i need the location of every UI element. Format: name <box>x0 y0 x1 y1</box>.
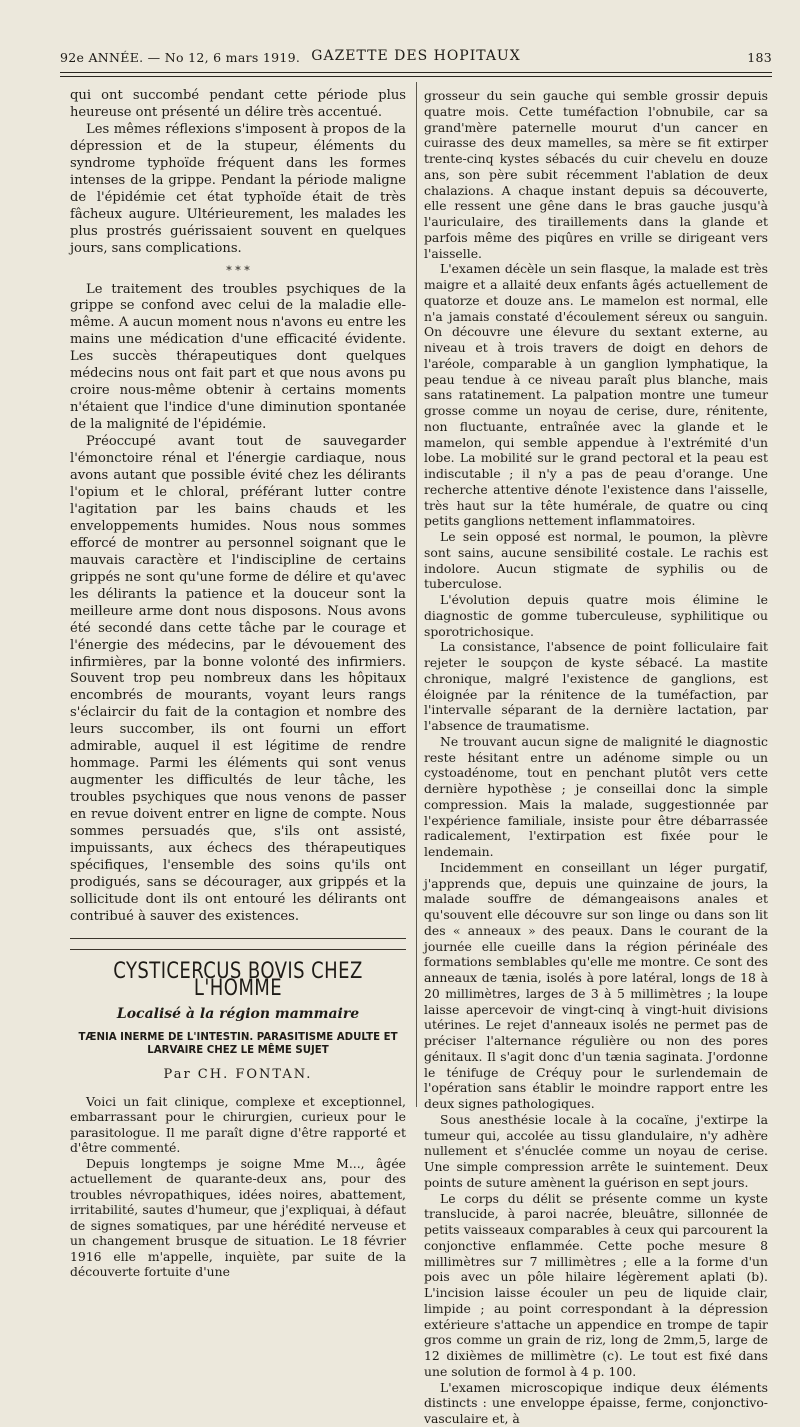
left-column <box>70 88 406 1280</box>
paragraph: La consistance, l'absence de point folliculaire fait rejeter le soupçon de kyste sébacé. La mastite chronique, malgré l'existence de ganglions, est éloignée par la rénitence de la tuméfaction, par l'intervalle séparant de la dernière lactation, par l'absence de traumatisme. <box>424 639 768 733</box>
paragraph: Ne trouvant aucun signe de malignité le diagnostic reste hésitant entre un adénome simple ou un cystoadénome, tout en penchant plutôt vers cette dernière hypothèse ; je conseillai donc la simple compression. Mais la malade, suggestionnée par l'expérience familiale, insiste pour être débarrassée radicalement, l'extirpation est fixée pour le lendemain. <box>424 733 768 859</box>
column-divider <box>416 82 417 1107</box>
paragraph: grosseur du sein gauche qui semble grossir depuis quatre mois. Cette tuméfaction l'obnubile, car sa grand'mère paternelle mourut d'un cancer en cuirasse des deux mamelles, sa mère se fit extirper trente-cinq kystes sébacés du cuir chevelu en douze ans, son père subit récemment l'ablation de deux chalazions. A chaque instant depuis sa découverte, elle ressent une gêne dans le bras gauche jusqu'à l'auriculaire, des tiraillements dans la glande et parfois même des piqûres en vrille se dirigeant vers l'aisselle. <box>424 88 768 261</box>
article-body <box>70 1094 406 1280</box>
journal-title: GAZETTE DES HOPITAUX <box>311 48 521 64</box>
paragraph: Préoccupé avant tout de sauvegarder l'émonctoire rénal et l'énergie cardiaque, nous avons autant que possible évité chez les délirants l'opium et le chloral, préférant lutter contre l'agitation par les bains chauds et les enveloppements humides. Nous nous sommes efforcé de montrer au personnel soignant que le mauvais caractère et l'indiscipline de certains grippés ne sont qu'une forme de délire et qu'avec les délirants la patience et la douceur sont la meilleure arme dont nous disposons. Nous avons été secondé dans cette tâche par le courage et l'énergie des médecins, par le dévouement des infirmières, par la bonne volonté des infirmiers. Souvent trop peu nombreux dans les hôpitaux encombrés de mourants, voyant leurs rangs s'éclaircir du fait de la contagion et nombre des leurs succomber, ils ont fourni un effort admirable, auquel il est légitime de rendre hommage. Parmi les éléments qui sont venus augmenter les difficultés de leur tâche, les troubles psychiques que nous venons de passer en revue doivent entrer en ligne de compte. Nous sommes persuadés que, s'ils ont assisté, impuissants, aux échecs des thérapeutiques spécifiques, l'ensemble des soins qu'ils ont prodigués, sans se décourager, aux grippés et la sollicitude dont ils ont entouré les délirants ont contribué à sauver des existences. <box>70 434 406 924</box>
issue-info: 92e ANNÉE. — No 12, 6 mars 1919. <box>60 50 301 65</box>
paragraph: Incidemment en conseillant un léger purgatif, j'apprends que, depuis une quinzaine de jours, la malade souffre de démangeaisons anales et qu'souvent elle découvre sur son linge ou dans son lit des « anneaux » des peaux. Dans le courant de la journée elle cueille dans la région périnéale des formations semblables qu'elle me montre. Ce sont des anneaux de tænia, isolés à pore latéral, longs de 18 à 20 millimètres, larges de 3 à 5 millimètres ; la loupe laisse apercevoir de vingt-cinq à vingt-huit divisions utérines. Le rejet d'anneaux isolés ne permet pas de préciser l'alternance régulière ou non des pores génitaux. Il s'agit donc d'un tænia saginata. J'ordonne le ténifuge de Créquy pour le surlendemain de l'opération sans établir le moindre rapport entre les deux signes pathologiques. <box>424 859 768 1111</box>
paragraph: Depuis longtemps je soigne Mme M..., âgée actuellement de quarante-deux ans, pour des troubles névropathiques, idées noires, abattement, irritabilité, sautes d'humeur, que j'expliquai, à défaut de signes somatiques, par une hérédité nerveuse et un changement brusque de situation. Le 18 février 1916 elle m'appelle, inquiète, par suite de la découverte fortuite d'une <box>70 1155 406 1280</box>
right-column <box>424 88 768 1427</box>
paragraph: Sous anesthésie locale à la cocaïne, j'extirpe la tumeur qui, accolée au tissu glandulaire, n'y adhère nullement et s'énuclée comme un noyau de cerise. Une simple compression arrête le suintement. Deux points de suture amènent la guérison en sept jours. <box>424 1111 768 1190</box>
section-ornament: * * * <box>226 263 250 277</box>
paragraph: Les mêmes réflexions s'imposent à propos de la dépression et de la stupeur, éléments du syndrome typhoïde fréquent dans les formes intenses de la grippe. Pendant la période maligne de l'épidémie cet état typhoïde était de très fâcheux augure. Ultérieurement, les malades les plus prostrés guérissaient souvent en quelques jours, sans complications. <box>70 121 406 256</box>
article-separator-double <box>70 949 406 950</box>
article-separator <box>70 938 406 939</box>
paragraph: Le traitement des troubles psychiques de la grippe se confond avec celui de la maladie elle-même. A aucun moment nous n'avons eu entre les mains une médication d'une efficacité évidente. Les succès thérapeutiques dont quelques médecins nous ont fait part et que nous avons pu croire nous-même obtenir à certains moments n'étaient que l'indice d'une diminution spontanée de la malignité de l'épidémie. <box>70 281 406 433</box>
article-summary: TÆNIA INERME DE L'INTESTIN. PARASITISME ADULTE ET LARVAIRE CHEZ LE MÊME SUJET <box>78 1031 398 1056</box>
header-rule <box>60 72 772 73</box>
article-subtitle: Localisé à la région mammaire <box>116 1005 360 1022</box>
paragraph: L'évolution depuis quatre mois élimine le diagnostic de gomme tuberculeuse, syphilitique ou sporotrichosique. <box>424 592 768 639</box>
paragraph: qui ont succombé pendant cette période plus heureuse ont présenté un délire très accentué. <box>70 88 406 120</box>
article-byline: Par CH. FONTAN. <box>163 1066 313 1082</box>
paragraph: L'examen décèle un sein flasque, la malade est très maigre et a allaité deux enfants âgés actuellement de quatorze et douze ans. Le mamelon est normal, elle n'a jamais constaté d'écoulement séreux ou sanguin. On découvre une élevure du sextant externe, au niveau et à trois travers de doigt en dehors de l'aréole, comparable à un ganglion lymphatique, la peau tendue à ce niveau paraît plus blanche, mais sans ratatinement. La palpation montre une tumeur grosse comme un noyau de cerise, dure, rénitente, non fluctuante, entraînée avec la glande et le mamelon, qui semble appendue à l'extrémité d'un lobe. La mobilité sur le grand pectoral et la peau est indiscutable ; il n'y a pas de peau d'orange. Une recherche attentive dénote l'existence dans l'aisselle, très haut sur la tête humérale, de quatre ou cinq petits ganglions nettement inflammatoires. <box>424 261 768 529</box>
paragraph: Le sein opposé est normal, le poumon, la plèvre sont sains, aucune sensibilité costale. Le rachis est indolore. Aucun stigmate de syphilis ou de tuberculose. <box>424 529 768 592</box>
page-header <box>60 48 772 70</box>
paragraph: L'examen microscopique indique deux éléments distincts : une enveloppe épaisse, ferme, conjonctivo-vasculaire et, à <box>424 1379 768 1426</box>
page-number: 183 <box>747 50 772 65</box>
paragraph: Voici un fait clinique, complexe et exceptionnel, embarrassant pour le chirurgien, curieux pour le parasitologue. Il me paraît digne d'être rapporté et d'être commenté. <box>70 1093 406 1156</box>
paragraph: Le corps du délit se présente comme un kyste translucide, à paroi nacrée, bleuâtre, sillonnée de petits vaisseaux comparables à ceux qui parcourent la conjonctive enflammée. Cette poche mesure 8 millimètres sur 7 millimètres ; elle a la forme d'un pois avec un pôle hilaire légèrement aplati (b). L'incision laisse écouler un peu de liquide clair, limpide ; au point correspondant à la dépression extérieure s'attache un appendice en trompe de tapir gros comme un grain de riz, long de 2mm,5, large de 12 dixièmes de millimètre (c). Le tout est fixé dans une solution de formol à 4 p. 100. <box>424 1190 768 1379</box>
article-title: CYSTICERCUS BOVIS CHEZ L'HOMME <box>113 958 363 1001</box>
header-rule-double <box>60 76 772 77</box>
